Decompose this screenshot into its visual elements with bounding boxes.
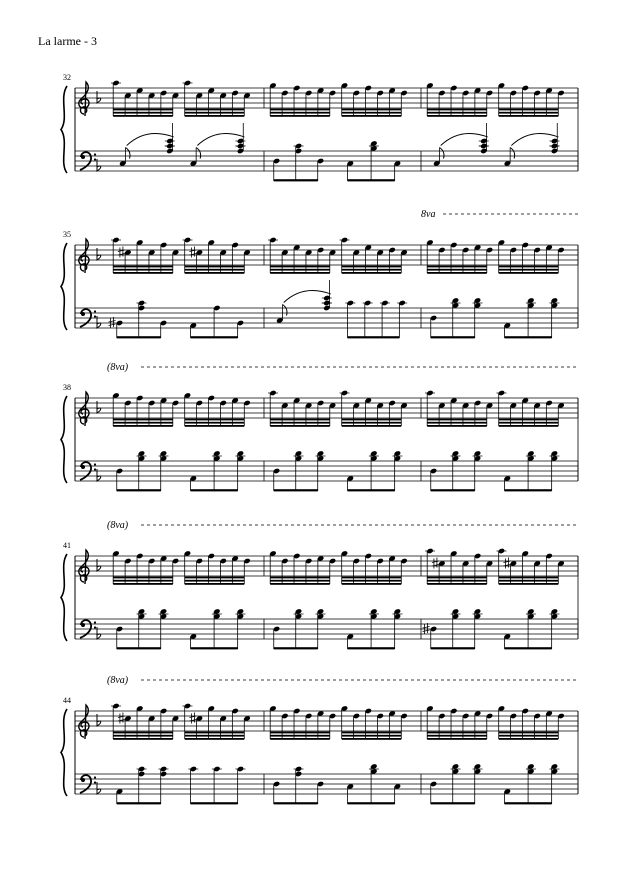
rh-beam [342,577,402,579]
slur [197,133,244,145]
measure-number: 38 [63,383,71,392]
lh-beam [431,489,475,491]
rh-beam [342,583,402,585]
rh-beam [427,109,487,111]
system-brace [61,243,67,330]
bass-clef-dot-icon [94,468,96,470]
rh-beam [185,112,245,114]
rh-beam [185,580,245,582]
rh-beam [427,269,487,271]
rh-beam [185,577,245,579]
rh-beam [427,732,487,734]
bass-clef-icon [81,778,85,782]
lh-flag [440,148,445,159]
rh-beam [499,732,559,734]
rh-beam [499,269,559,271]
rh-beam [185,269,245,271]
sharp-icon [423,623,430,634]
rh-beam [499,583,559,585]
lh-beam [274,647,318,649]
rh-beam [113,583,173,585]
rh-beam [270,580,330,582]
rh-beam [499,109,559,111]
rh-beam [270,577,330,579]
bass-clef-dot-icon [94,781,96,783]
lh-flag [126,148,131,159]
bass-clef-dot-icon [94,158,96,160]
ottava-mark: (8va) [107,520,129,531]
bass-clef-dot-icon [94,153,96,155]
rh-beam [499,266,559,268]
rh-beam [342,269,402,271]
lh-beam [505,336,552,338]
rh-beam [113,112,173,114]
rh-beam [342,112,402,114]
ottava-mark: (8va) [107,362,129,373]
lh-beam [348,647,395,649]
rh-beam [270,269,330,271]
rh-beam [185,419,245,421]
rh-beam [427,583,487,585]
sharp-icon [432,558,439,569]
treble-clef-icon [79,239,89,273]
rh-beam [113,577,173,579]
ottava-mark: (8va) [107,675,129,686]
rh-beam [427,580,487,582]
rh-beam [185,425,245,427]
slur [511,133,558,145]
measure-number: 41 [63,541,71,550]
bass-clef-icon [81,155,85,159]
lh-beam [191,489,238,491]
rh-beam [185,272,245,274]
rh-beam [270,738,330,740]
rh-beam [113,732,173,734]
rh-beam [113,422,173,424]
rh-beam [270,112,330,114]
bass-clef-dot-icon [94,776,96,778]
rh-beam [270,266,330,268]
rh-beam [342,115,402,117]
lh-beam [505,489,552,491]
lh-beam [505,802,552,804]
rh-beam [499,115,559,117]
rh-beam [342,732,402,734]
rh-beam [185,738,245,740]
treble-clef-icon [79,550,89,584]
treble-clef-icon [79,705,89,739]
rh-beam [427,577,487,579]
rh-beam [113,115,173,117]
system-brace [61,86,67,173]
rh-beam [270,419,330,421]
system-brace [61,554,67,641]
bass-clef-icon [81,312,85,316]
system-brace [61,709,67,796]
page-title: La larme - 3 [38,34,97,48]
measure-number: 35 [63,230,71,239]
rh-beam [113,266,173,268]
bass-clef-dot-icon [94,626,96,628]
sharp-icon [503,558,510,569]
rh-beam [270,422,330,424]
rh-beam [270,115,330,117]
rh-beam [113,272,173,274]
rh-beam [113,419,173,421]
rh-beam [185,583,245,585]
rh-beam [113,735,173,737]
lh-beam [348,489,395,491]
rh-beam [185,266,245,268]
sharp-icon [189,247,196,258]
rh-beam [499,419,559,421]
rh-beam [499,577,559,579]
slur [127,133,174,145]
rh-beam [113,109,173,111]
bass-clef-dot-icon [94,310,96,312]
lh-beam [274,179,318,181]
measure-number: 32 [63,73,71,82]
rh-beam [427,422,487,424]
rh-beam [270,583,330,585]
sharp-icon [118,247,125,258]
rh-beam [427,419,487,421]
rh-beam [342,735,402,737]
system-brace [61,396,67,483]
lh-beam [117,802,161,804]
lh-beam [431,802,475,804]
lh-beam [505,647,552,649]
ottava-mark: 8va [421,209,436,220]
rh-beam [342,580,402,582]
rh-beam [499,272,559,274]
slur [441,133,488,145]
bass-clef-dot-icon [94,315,96,317]
rh-beam [342,422,402,424]
treble-clef-icon [79,82,89,116]
bass-clef-icon [81,623,85,627]
rh-beam [270,425,330,427]
rh-beam [270,735,330,737]
lh-beam [274,802,318,804]
sharp-icon [109,317,116,328]
rh-beam [342,266,402,268]
bass-clef-dot-icon [94,463,96,465]
rh-beam [185,115,245,117]
rh-beam [270,109,330,111]
rh-beam [270,732,330,734]
rh-beam [185,735,245,737]
rh-beam [113,269,173,271]
lh-flag [283,305,288,316]
rh-beam [499,735,559,737]
lh-beam [348,179,395,181]
rh-beam [427,735,487,737]
rh-beam [427,425,487,427]
rh-beam [185,109,245,111]
rh-beam [427,738,487,740]
rh-beam [342,109,402,111]
lh-beam [117,647,161,649]
lh-beam [348,802,395,804]
sharp-icon [189,713,196,724]
rh-beam [499,425,559,427]
rh-beam [113,425,173,427]
slur [284,290,331,302]
lh-beam [274,489,318,491]
lh-beam [348,336,400,338]
bass-clef-icon [81,465,85,469]
lh-flag [196,148,201,159]
rh-beam [427,266,487,268]
rh-beam [427,272,487,274]
rh-beam [342,425,402,427]
rh-beam [342,419,402,421]
measure-number: 44 [63,696,71,705]
lh-flag [510,148,515,159]
lh-beam [191,802,238,804]
rh-beam [427,115,487,117]
treble-clef-icon [79,392,89,426]
rh-beam [499,738,559,740]
lh-beam [117,336,161,338]
rh-beam [185,732,245,734]
rh-beam [113,738,173,740]
rh-beam [113,580,173,582]
rh-beam [185,422,245,424]
rh-beam [270,272,330,274]
lh-beam [191,336,238,338]
lh-beam [431,647,475,649]
lh-beam [431,336,475,338]
rh-beam [499,422,559,424]
rh-beam [499,580,559,582]
rh-beam [342,272,402,274]
rh-beam [427,112,487,114]
bass-clef-dot-icon [94,621,96,623]
rh-beam [499,112,559,114]
lh-beam [117,489,161,491]
rh-beam [342,738,402,740]
sharp-icon [118,713,125,724]
lh-beam [191,647,238,649]
